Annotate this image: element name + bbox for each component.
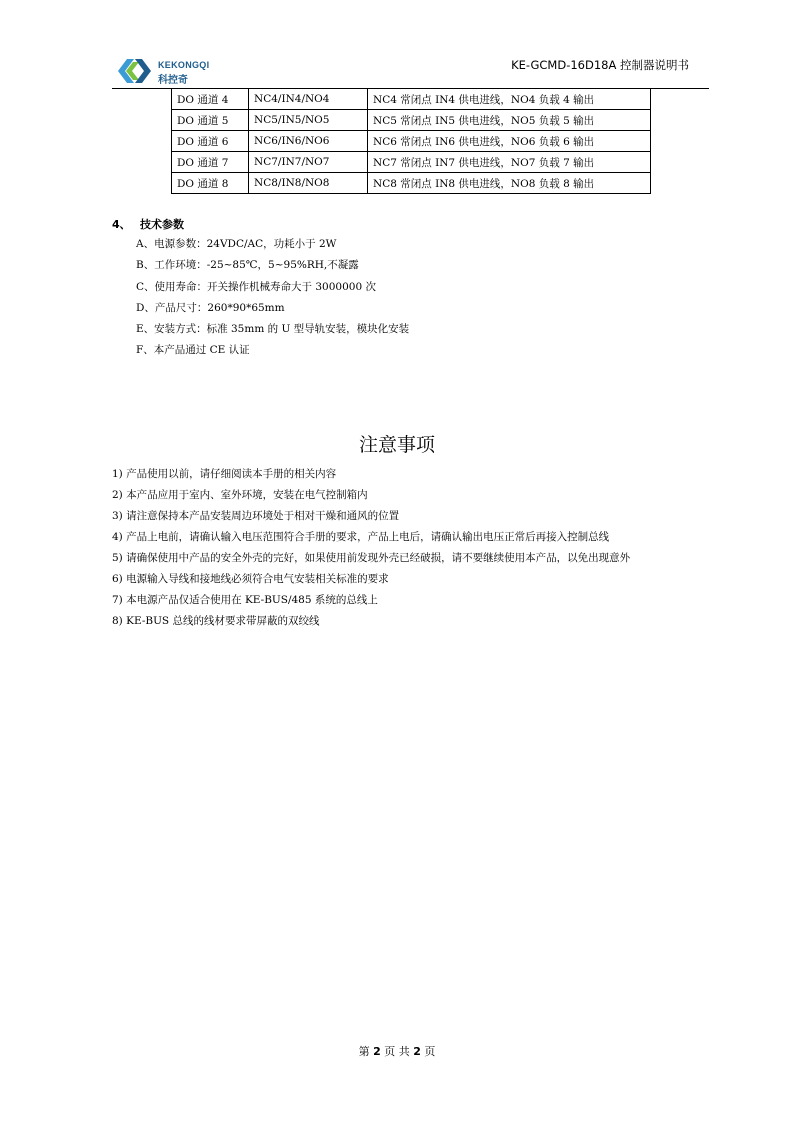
list-item: 8) KE-BUS 总线的线材要求带屏蔽的双绞线: [112, 615, 320, 627]
list-item: C、使用寿命：开关操作机械寿命大于 3000000 次: [136, 280, 376, 293]
logo-mark-icon: [118, 56, 154, 86]
footer-middle: 页 共: [384, 1045, 410, 1058]
channel-description-cell: NC6 常闭点 IN6 供电进线，NO6 负载 6 输出: [368, 131, 651, 152]
table-row: [172, 110, 651, 131]
logo-text-cn: 科控奇: [158, 75, 188, 86]
channel-description-cell: NC4 常闭点 IN4 供电进线，NO4 负载 4 输出: [368, 89, 651, 110]
channel-name-cell: DO 通道 7: [172, 152, 249, 173]
list-item: D、产品尺寸：260*90*65mm: [136, 301, 285, 314]
section-number: 4、: [112, 218, 131, 231]
list-item: F、本产品通过 CE 认证: [136, 344, 250, 357]
footer-suffix: 页: [424, 1045, 436, 1058]
list-item: 4) 产品上电前，请确认输入电压范围符合手册的要求，产品上电后，请确认输出电压正常后再接入控制总线: [112, 531, 610, 543]
notes-title: 注意事项: [358, 434, 435, 456]
list-item: 1) 产品使用以前，请仔细阅读本手册的相关内容: [112, 468, 337, 480]
logo-text-en: KEKONGQI: [158, 60, 210, 70]
table-row: [172, 89, 651, 110]
channel-terminal-cell: NC6/IN6/NO6: [249, 131, 368, 152]
document-title: KE-GCMD-16D18A 控制器说明书: [511, 58, 689, 72]
list-item: 7) 本电源产品仅适合使用在 KE-BUS/485 系统的总线上: [112, 594, 378, 606]
channel-description-cell: NC7 常闭点 IN7 供电进线，NO7 负载 7 输出: [368, 152, 651, 173]
footer-prefix: 第: [358, 1045, 370, 1058]
channel-description-cell: NC8 常闭点 IN8 供电进线，NO8 负载 8 输出: [368, 173, 651, 194]
section-heading-tech-params: [112, 216, 184, 232]
page-header: [112, 48, 709, 89]
channel-table: [171, 88, 651, 194]
list-item: 5) 请确保使用中产品的安全外壳的完好，如果使用前发现外壳已经破损，请不要继续使用本产品，以免出现意外: [112, 552, 631, 564]
list-item: 6) 电源输入导线和接地线必须符合电气安装相关标准的要求: [112, 573, 389, 585]
channel-name-cell: DO 通道 5: [172, 110, 249, 131]
section-title: 技术参数: [140, 218, 184, 231]
channel-name-cell: DO 通道 8: [172, 173, 249, 194]
list-item: B、工作环境：-25~85℃，5~95%RH,不凝露: [136, 259, 359, 272]
list-item: E、安装方式：标准 35mm 的 U 型导轨安装，模块化安装: [136, 323, 410, 336]
list-item: 2) 本产品应用于室内、室外环境，安装在电气控制箱内: [112, 489, 368, 501]
footer-page-number: 2: [373, 1045, 381, 1058]
footer-total-pages: 2: [413, 1045, 421, 1058]
channel-terminal-cell: NC5/IN5/NO5: [249, 110, 368, 131]
tech-params-list: [136, 236, 409, 364]
channel-name-cell: DO 通道 4: [172, 89, 249, 110]
list-item: 3) 请注意保持本产品安装周边环境处于相对干燥和通风的位置: [112, 510, 400, 522]
list-item: A、电源参数：24VDC/AC，功耗小于 2W: [136, 238, 337, 250]
channel-terminal-cell: NC8/IN8/NO8: [249, 173, 368, 194]
notes-list: [112, 466, 630, 634]
page-footer: [0, 1043, 794, 1059]
company-logo: [118, 56, 238, 86]
table-row: [172, 131, 651, 152]
channel-terminal-cell: NC4/IN4/NO4: [249, 89, 368, 110]
channel-description-cell: NC5 常闭点 IN5 供电进线，NO5 负载 5 输出: [368, 110, 651, 131]
channel-terminal-cell: NC7/IN7/NO7: [249, 152, 368, 173]
channel-name-cell: DO 通道 6: [172, 131, 249, 152]
table-row: [172, 173, 651, 194]
table-row: [172, 152, 651, 173]
